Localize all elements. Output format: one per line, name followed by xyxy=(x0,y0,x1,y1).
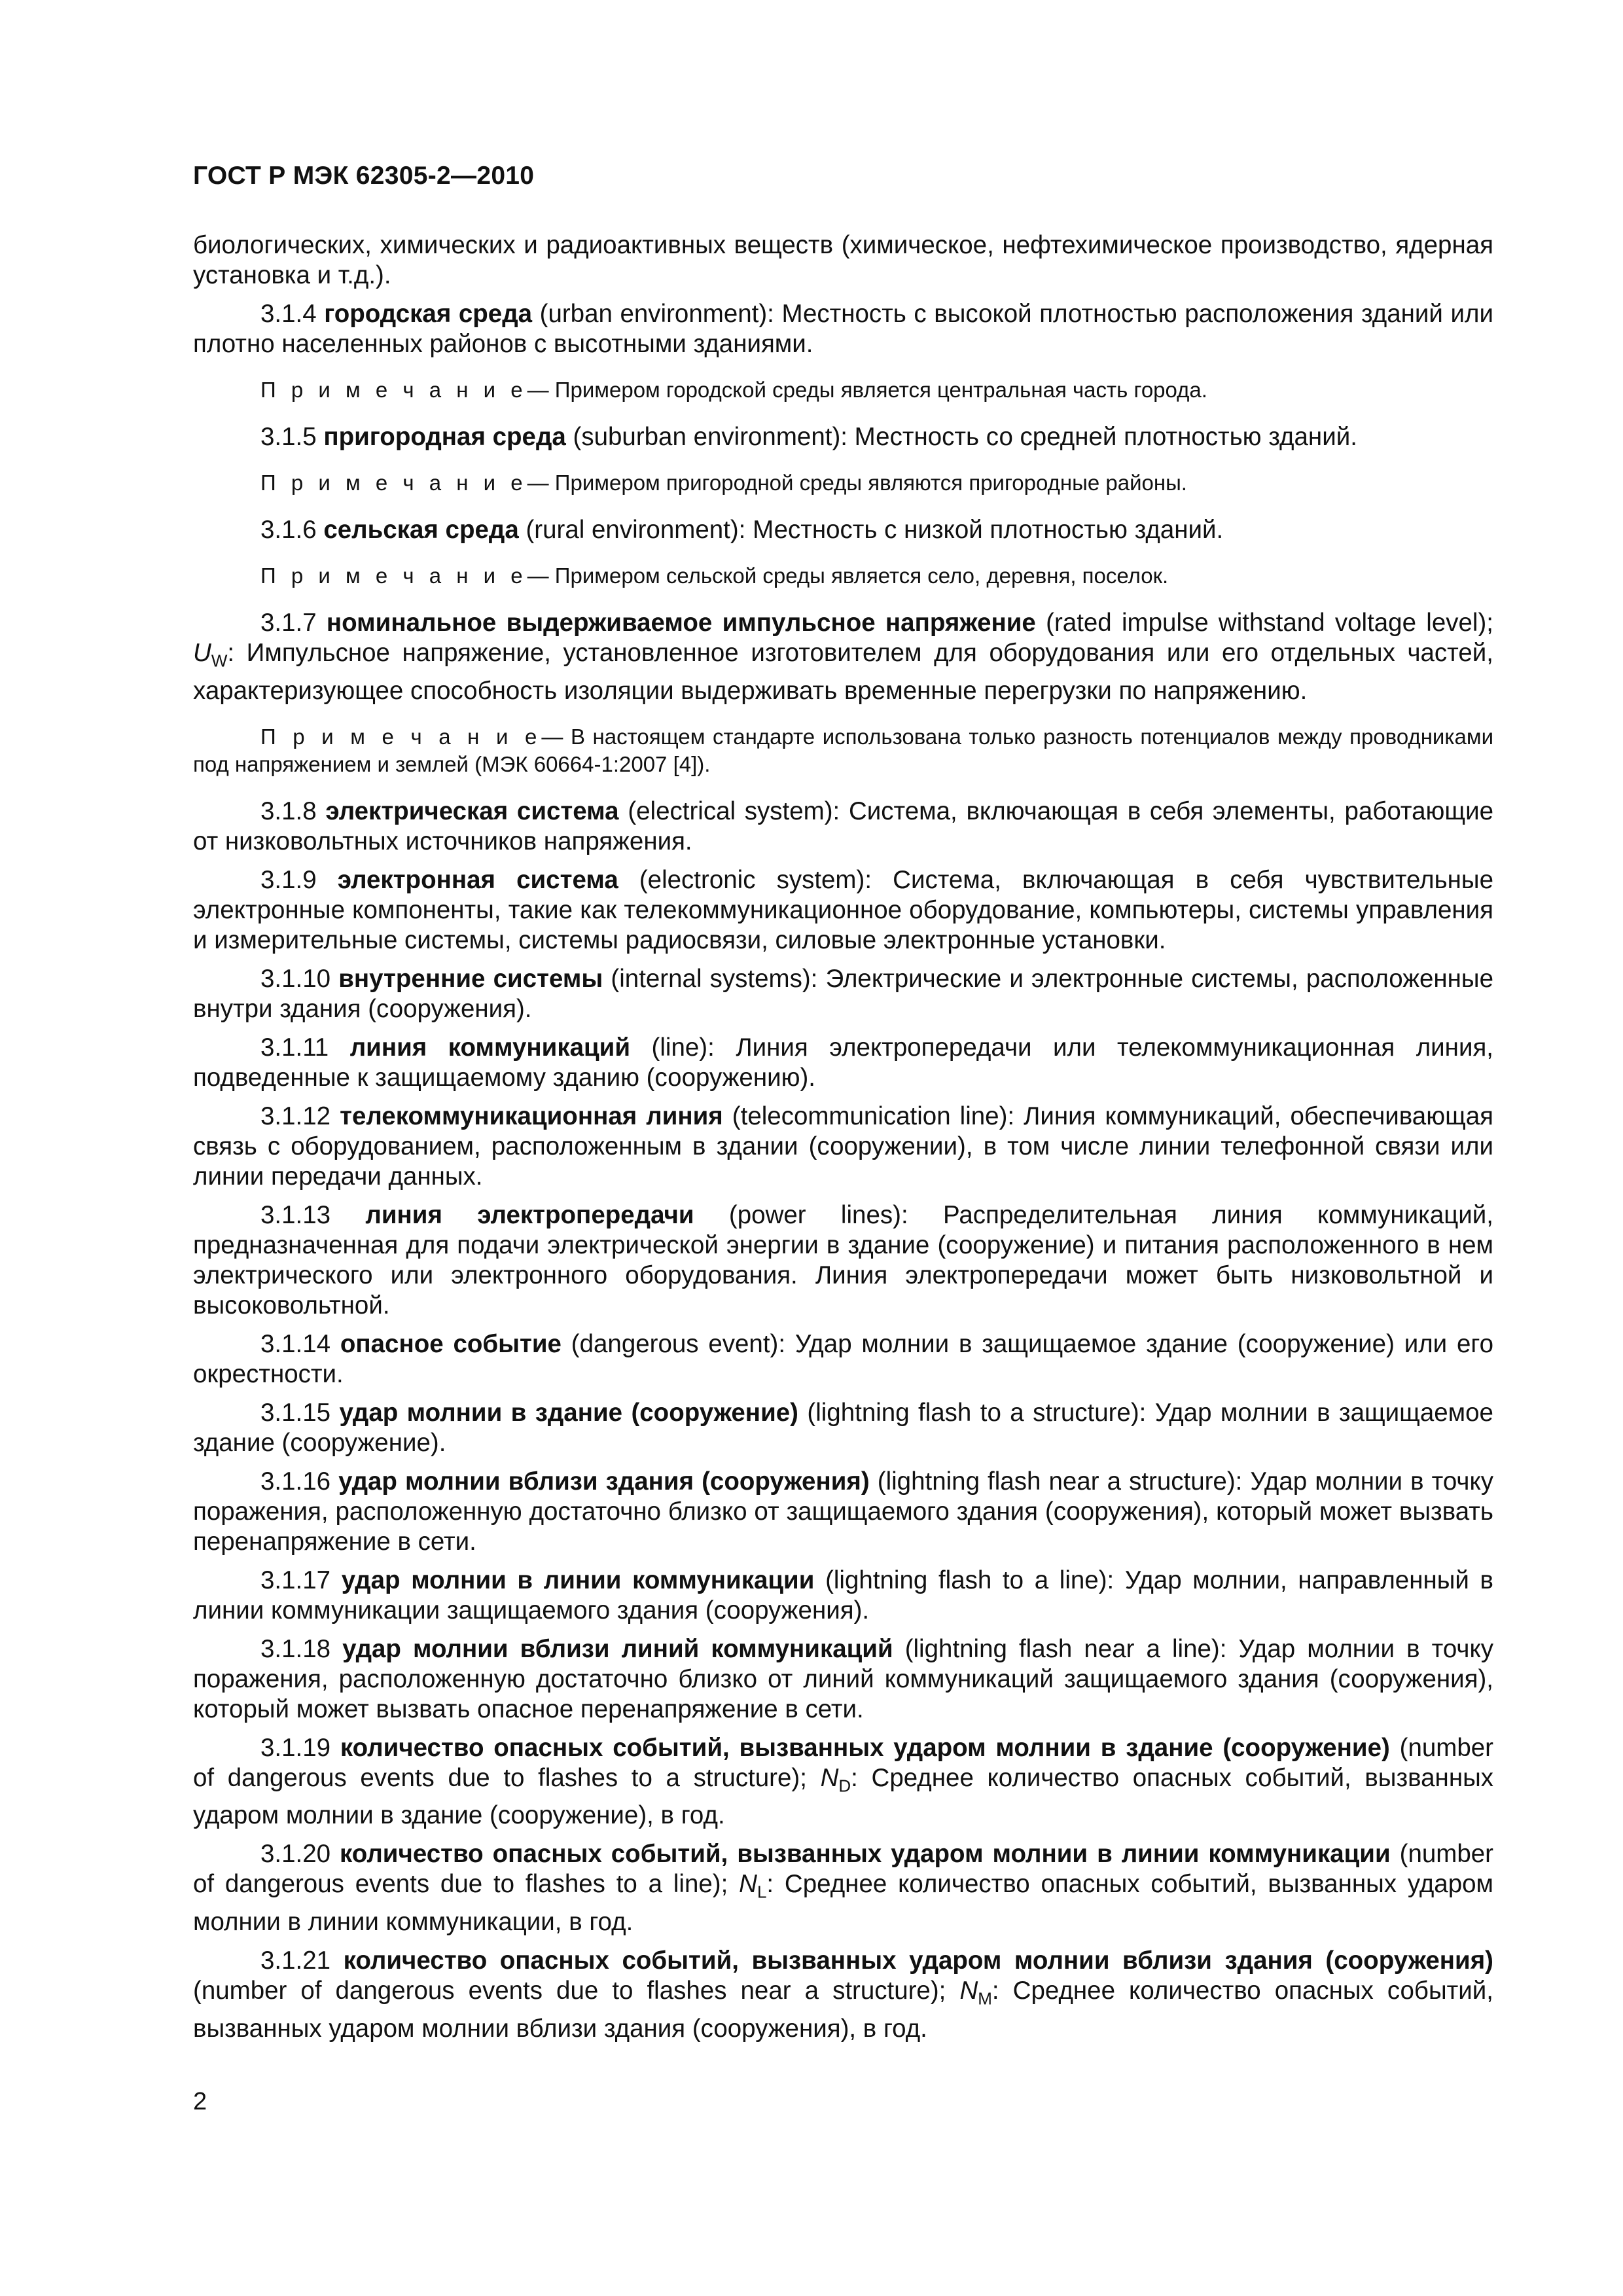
symbol-letter: U xyxy=(193,639,211,667)
definition-text-lead: (number of dangerous events due to flashes to a line); xyxy=(193,1840,1494,1899)
definition-text: : Среднее количество опасных событий, вызванных ударом молнии в здание (сооружение), в год. xyxy=(193,1763,1494,1830)
clause-number: 3.1.8 xyxy=(260,797,317,825)
symbol-subscript: M xyxy=(978,1988,992,2009)
clause-number: 3.1.5 xyxy=(260,423,317,451)
definition-text: (suburban environment): Местность со средней плотностью зданий. xyxy=(573,423,1357,451)
symbol xyxy=(959,1977,992,2009)
definition-3-1-8 xyxy=(193,797,1493,857)
term: телекоммуникационная линия xyxy=(340,1102,723,1130)
symbol xyxy=(820,1763,851,1796)
symbol-letter: N xyxy=(959,1977,978,2005)
clause-number: 3.1.4 xyxy=(260,300,317,328)
term: внутренние системы xyxy=(338,964,603,993)
note-text: — Примером городской среды является центральная часть города. xyxy=(527,378,1207,402)
term: удар молнии в здание (сооружение) xyxy=(339,1398,798,1427)
term: удар молнии вблизи здания (сооружения) xyxy=(338,1467,870,1496)
symbol-letter: N xyxy=(820,1763,839,1792)
definition-3-1-15 xyxy=(193,1398,1493,1458)
note-label: П р и м е ч а н и е xyxy=(260,471,527,495)
note-potential xyxy=(193,723,1493,778)
clause-number: 3.1.9 xyxy=(260,865,317,894)
symbol-subscript: D xyxy=(838,1776,851,1796)
note-suburban xyxy=(193,469,1493,497)
definition-text: : Импульсное напряжение, установленное изготовителем для оборудования или его отдельных частей, характеризующее способность изоляции выдерживать временные перегрузки по напряжению. xyxy=(193,639,1493,705)
clause-number: 3.1.6 xyxy=(260,516,317,544)
symbol-letter: N xyxy=(739,1870,757,1899)
note-label: П р и м е ч а н и е xyxy=(260,564,527,588)
definition-3-1-9 xyxy=(193,865,1493,956)
definition-3-1-19 xyxy=(193,1733,1493,1831)
clause-number: 3.1.13 xyxy=(260,1200,331,1229)
note-label: П р и м е ч а н и е xyxy=(260,724,542,749)
clause-number: 3.1.14 xyxy=(260,1329,331,1358)
term: городская среда xyxy=(324,300,533,328)
definition-3-1-21 xyxy=(193,1946,1493,2044)
definition-3-1-17 xyxy=(193,1566,1493,1626)
definition-3-1-20 xyxy=(193,1839,1493,1937)
definition-text-lead: (number of dangerous events due to flashes near a structure); xyxy=(193,1977,946,2005)
paragraph-continuation xyxy=(193,230,1493,291)
note-label: П р и м е ч а н и е xyxy=(260,378,527,402)
note-text: — Примером сельской среды является село, деревня, поселок. xyxy=(527,564,1169,588)
definition-3-1-16 xyxy=(193,1467,1493,1557)
definition-3-1-7 xyxy=(193,608,1493,706)
term: электрическая система xyxy=(325,797,619,825)
definition-text: : Среднее количество опасных событий, вызванных ударом молнии в линии коммуникации, в год. xyxy=(193,1870,1493,1937)
clause-number: 3.1.17 xyxy=(260,1566,331,1594)
definition-text: (lightning flash to a structure): Удар молнии в защищаемое здание (сооружение). xyxy=(193,1398,1493,1457)
definition-text: (telecommunication line): Линия коммуникаций, обеспечивающая связь с оборудованием, расположенным в здании (сооружении), в том числе линии телефонной связи или линии передачи данных. xyxy=(193,1102,1494,1191)
definition-3-1-11 xyxy=(193,1033,1493,1093)
term: количество опасных событий, вызванных ударом молнии в здание (сооружение) xyxy=(340,1733,1390,1762)
term: линия коммуникаций xyxy=(349,1033,631,1062)
definition-text: : Среднее количество опасных событий, вызванных ударом молнии вблизи здания (сооружения), в год. xyxy=(193,1977,1493,2043)
term: электронная система xyxy=(337,865,618,894)
symbol-subscript: W xyxy=(211,651,228,671)
term: номинальное выдерживаемое импульсное напряжение xyxy=(326,609,1036,637)
term: пригородная среда xyxy=(323,423,566,451)
note-text: — В настоящем стандарте использована только разность потенциалов между проводниками под напряжением и землей (МЭК 60664-1:2007 [4]). xyxy=(193,724,1494,776)
definition-text: (internal systems): Электрические и электронные системы, расположенные внутри здания (сооружения). xyxy=(193,964,1493,1023)
paragraph-text: биологических, химических и радиоактивных веществ (химическое, нефтехимическое производство, ядерная установка и т.д.). xyxy=(193,231,1493,289)
clause-number: 3.1.20 xyxy=(260,1840,331,1869)
definition-text: (lightning flash near a structure): Удар молнии в точку поражения, расположенную достаточно близко от защищаемого здания (сооружения), который может вызвать перенапряжение в сети. xyxy=(193,1467,1493,1556)
definition-text: (line): Линия электропередачи или телекоммуникационная линия, подведенные к защищаемому зданию (сооружению). xyxy=(193,1033,1493,1092)
term: удар молнии вблизи линий коммуникаций xyxy=(342,1634,893,1663)
definition-text: (electronic system): Система, включающая в себя чувствительные электронные компоненты, такие как телекоммуникационное оборудование, компьютеры, системы управления и измерительные системы, системы радиосвязи, силовые электронные установки. xyxy=(193,865,1493,954)
document-body xyxy=(193,230,1493,2053)
term: опасное событие xyxy=(340,1329,562,1358)
definition-3-1-6 xyxy=(193,515,1493,545)
clause-number: 3.1.19 xyxy=(260,1733,331,1762)
note-text: — Примером пригородной среды являются пригородные районы. xyxy=(527,471,1187,495)
clause-number: 3.1.10 xyxy=(260,964,331,993)
definition-3-1-14 xyxy=(193,1329,1493,1390)
page-number: 2 xyxy=(193,2088,207,2115)
term: количество опасных событий, вызванных ударом молнии вблизи здания (сооружения) xyxy=(343,1946,1493,1975)
symbol xyxy=(193,639,228,671)
definition-3-1-18 xyxy=(193,1634,1493,1725)
definition-text: (power lines): Распределительная линия коммуникаций, предназначенная для подачи электрической энергии в здание (сооружение) и питания расположенного в нем электрического или электронного оборудования. Линия электропередачи может быть низковольтной и высоковольтной. xyxy=(193,1200,1493,1319)
definition-text: (rural environment): Местность с низкой плотностью зданий. xyxy=(526,516,1224,544)
clause-number: 3.1.11 xyxy=(260,1033,329,1062)
definition-text-lead: (number of dangerous events due to flashes to a structure); xyxy=(193,1733,1494,1792)
clause-number: 3.1.16 xyxy=(260,1467,331,1496)
definition-text: (dangerous event): Удар молнии в защищаемое здание (сооружение) или его окрестности. xyxy=(193,1329,1494,1388)
term: количество опасных событий, вызванных ударом молнии в линии коммуникации xyxy=(340,1840,1391,1869)
definition-text: (urban environment): Местность с высокой плотностью расположения зданий или плотно населенных районов с высотными зданиями. xyxy=(193,300,1493,358)
clause-number: 3.1.15 xyxy=(260,1398,331,1427)
note-rural xyxy=(193,562,1493,590)
symbol xyxy=(739,1870,767,1903)
clause-number: 3.1.12 xyxy=(260,1102,331,1130)
definition-3-1-4 xyxy=(193,299,1493,359)
definition-3-1-12 xyxy=(193,1102,1493,1192)
term: линия электропередачи xyxy=(365,1200,694,1229)
term: сельская среда xyxy=(323,516,519,544)
definition-text: (lightning flash to a line): Удар молнии, направленный в линии коммуникации защищаемого здания (сооружения). xyxy=(193,1566,1494,1624)
definition-text: (lightning flash near a line): Удар молнии в точку поражения, расположенную достаточно близко от линий коммуникаций защищаемого здания (сооружения), который может вызвать опасное перенапряжение в сети. xyxy=(193,1634,1493,1723)
definition-3-1-5 xyxy=(193,422,1493,452)
note-urban xyxy=(193,376,1493,404)
clause-number: 3.1.7 xyxy=(260,609,317,637)
definition-text: (electrical system): Система, включающая в себя элементы, работающие от низковольтных источников напряжения. xyxy=(193,797,1494,855)
clause-number: 3.1.21 xyxy=(260,1946,331,1975)
definition-text-lead: (rated impulse withstand voltage level); xyxy=(1046,609,1493,637)
clause-number: 3.1.18 xyxy=(260,1634,331,1663)
document-header: ГОСТ Р МЭК 62305-2—2010 xyxy=(193,162,535,190)
definition-3-1-13 xyxy=(193,1200,1493,1321)
term: удар молнии в линии коммуникации xyxy=(341,1566,815,1594)
symbol-subscript: L xyxy=(757,1882,767,1903)
definition-3-1-10 xyxy=(193,964,1493,1024)
